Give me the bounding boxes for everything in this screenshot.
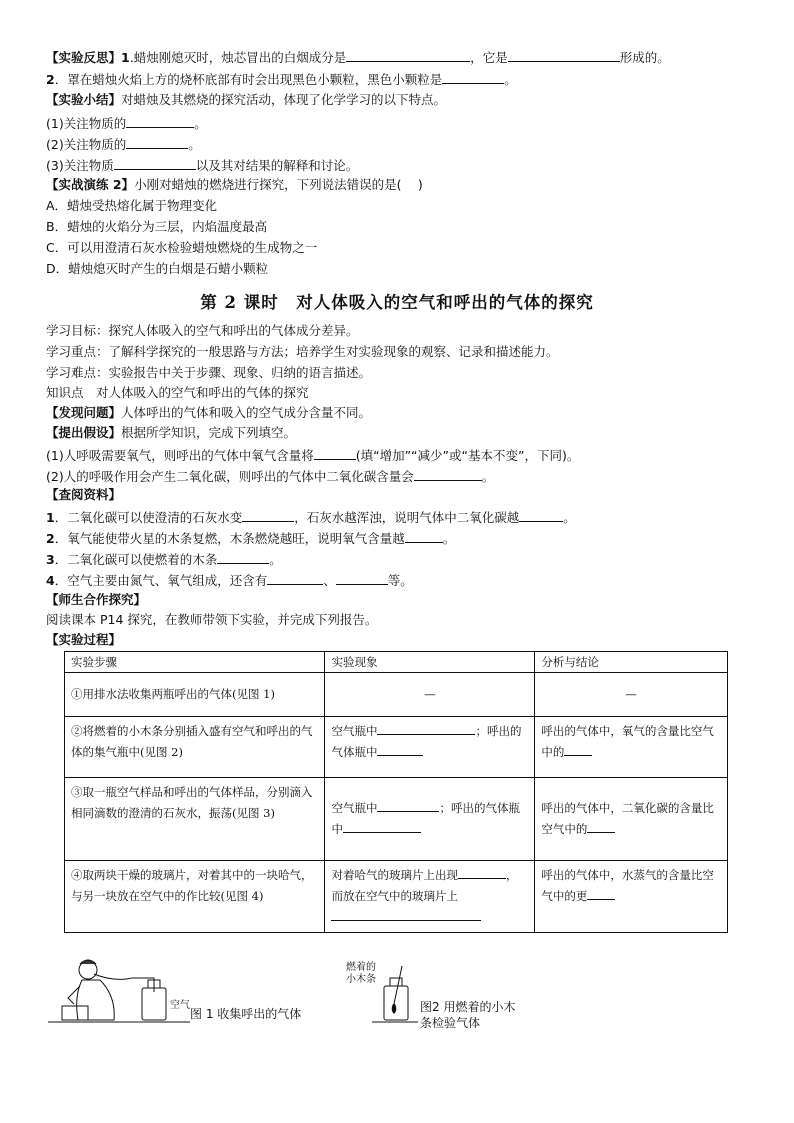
header-conclusion: 分析与结论	[535, 652, 728, 673]
header-steps: 实验步骤	[65, 652, 325, 673]
figure-2-caption-line-1: 图2 用燃着的小木	[420, 1000, 516, 1014]
answer-blank[interactable]	[508, 48, 620, 62]
header-phenomena: 实验现象	[325, 652, 535, 673]
summary-item-2: (2)关注物质的 。	[46, 137, 201, 152]
answer-blank[interactable]	[126, 135, 188, 149]
answer-blank[interactable]	[405, 529, 443, 543]
figure-2-illustration	[370, 964, 420, 1026]
answer-blank[interactable]	[267, 571, 323, 585]
step-cell: ①用排水法收集两瓶呼出的气体(见图 1)	[65, 673, 325, 717]
answer-blank[interactable]	[346, 48, 470, 62]
option-c[interactable]: C．可以用澄清石灰水检验蜡烛燃烧的生成物之一	[46, 240, 318, 255]
hypothesis-item-2: (2)人的呼吸作用会产生二氧化碳，则呼出的气体中二氧化碳含量会 。	[46, 469, 495, 484]
table-row	[65, 861, 728, 933]
learning-goal: 学习目标：探究人体吸入的空气和呼出的气体成分差异。	[46, 323, 359, 338]
summary-item-1: (1)关注物质的 。	[46, 116, 207, 131]
figure-1-caption: 图 1 收集呼出的气体	[190, 1007, 302, 1021]
reflection-line-2: 2．罩在蜡烛火焰上方的烧杯底部有时会出现黑色小颗粒，黑色小颗粒是 。	[46, 72, 517, 87]
phenomenon-cell: 对着哈气的玻璃片上出现 ，而放在空气中的玻璃片上	[325, 861, 535, 933]
experiment-report-table	[64, 651, 728, 933]
discover-problem: 【发现问题】人体呼出的气体和吸入的空气成分含量不同。	[46, 405, 372, 420]
answer-blank[interactable]	[242, 508, 294, 522]
knowledge-point: 知识点 对人体吸入的空气和呼出的气体的探究	[46, 385, 309, 400]
answer-blank[interactable]	[377, 721, 475, 735]
answer-blank[interactable]	[217, 550, 269, 564]
lesson-title: 第 2 课时 对人体吸入的空气和呼出的气体的探究	[200, 293, 594, 312]
answer-blank[interactable]	[343, 819, 421, 833]
reference-heading: 【查阅资料】	[46, 487, 122, 502]
answer-blank[interactable]	[314, 446, 356, 460]
answer-blank[interactable]	[377, 798, 439, 812]
answer-blank[interactable]	[414, 467, 482, 481]
phenomenon-cell: 空气瓶中 ；呼出的气体瓶中	[325, 717, 535, 778]
option-a[interactable]: A．蜡烛受热熔化属于物理变化	[46, 198, 218, 213]
answer-blank[interactable]	[331, 907, 481, 921]
table-row	[65, 717, 728, 778]
answer-blank[interactable]	[442, 70, 504, 84]
reference-item-1: 1．二氧化碳可以使澄清的石灰水变 ，石灰水越浑浊，说明气体中二氧化碳越 。	[46, 510, 576, 525]
answer-blank[interactable]	[458, 865, 506, 879]
reference-item-2: 2．氧气能使带火星的木条复燃，木条燃烧越旺，说明氧气含量越 。	[46, 531, 456, 546]
learning-key-point: 学习重点：了解科学探究的一般思路与方法；培养学生对实验现象的观察、记录和描述能力。	[46, 344, 559, 359]
answer-blank[interactable]	[564, 742, 592, 756]
summary-heading: 【实验小结】对蜡烛及其燃烧的探究活动，体现了化学学习的以下特点。	[46, 92, 447, 107]
answer-blank[interactable]	[336, 571, 388, 585]
step-cell: ③取一瓶空气样品和呼出的气体样品，分别滴入相同滴数的澄清的石灰水，振荡(见图 3)	[65, 778, 325, 861]
figure-2-label-line-1: 燃着的	[346, 962, 376, 973]
conclusion-cell: —	[535, 673, 728, 717]
learning-difficulty: 学习难点：实验报告中关于步骤、现象、归纳的语言描述。	[46, 365, 372, 380]
answer-blank[interactable]	[126, 114, 194, 128]
answer-blank[interactable]	[377, 742, 423, 756]
step-cell: ②将燃着的小木条分别插入盛有空气和呼出的气体的集气瓶中(见图 2)	[65, 717, 325, 778]
hypothesis-heading: 【提出假设】根据所学知识，完成下列填空。	[46, 425, 297, 440]
answer-blank[interactable]	[587, 886, 615, 900]
figure-2-caption-line-2: 条检验气体	[420, 1016, 481, 1030]
figure-1-illustration	[44, 952, 194, 1026]
answer-blank[interactable]	[587, 819, 615, 833]
conclusion-cell: 呼出的气体中，二氧化碳的含量比空气中的	[535, 778, 728, 861]
figure-1-air-label: 空气	[170, 1000, 190, 1011]
reference-item-3: 3．二氧化碳可以使燃着的木条 。	[46, 552, 282, 567]
phenomenon-cell: 空气瓶中 ；呼出的气体瓶中	[325, 778, 535, 861]
table-row	[65, 673, 728, 717]
hypothesis-item-1: (1)人呼吸需要氧气，则呼出的气体中氧气含量将 (填“增加”“减少”或“基本不变”，下同)。	[46, 448, 580, 463]
answer-blank[interactable]	[114, 156, 196, 170]
table-header-row	[65, 652, 728, 673]
conclusion-cell: 呼出的气体中，水蒸气的含量比空气中的更	[535, 861, 728, 933]
practice-question: 【实战演练 2】小刚对蜡烛的燃烧进行探究，下列说法错误的是( )	[46, 177, 423, 192]
cooperate-heading: 【师生合作探究】	[46, 592, 147, 607]
summary-item-3: (3)关注物质 以及其对结果的解释和讨论。	[46, 158, 359, 173]
cooperate-text: 阅读课本 P14 探究，在教师带领下实验，并完成下列报告。	[46, 612, 378, 627]
conclusion-cell: 呼出的气体中，氧气的含量比空气中的	[535, 717, 728, 778]
step-cell: ④取两块干燥的玻璃片，对着其中的一块哈气，与另一块放在空气中的作比较(见图 4)	[65, 861, 325, 933]
option-b[interactable]: B．蜡烛的火焰分为三层，内焰温度最高	[46, 219, 268, 234]
reference-item-4: 4．空气主要由氮气、氧气组成，还含有 、 等。	[46, 573, 413, 588]
table-row	[65, 778, 728, 861]
process-heading: 【实验过程】	[46, 632, 122, 647]
phenomenon-cell: —	[325, 673, 535, 717]
answer-blank[interactable]	[519, 508, 563, 522]
reflection-line-1: 【实验反思】1.蜡烛刚熄灭时，烛芯冒出的白烟成分是 ，它是 形成的。	[46, 50, 670, 65]
option-d[interactable]: D．蜡烛熄灭时产生的白烟是石蜡小颗粒	[46, 261, 269, 276]
figure-2-label-line-2: 小木条	[346, 974, 376, 985]
